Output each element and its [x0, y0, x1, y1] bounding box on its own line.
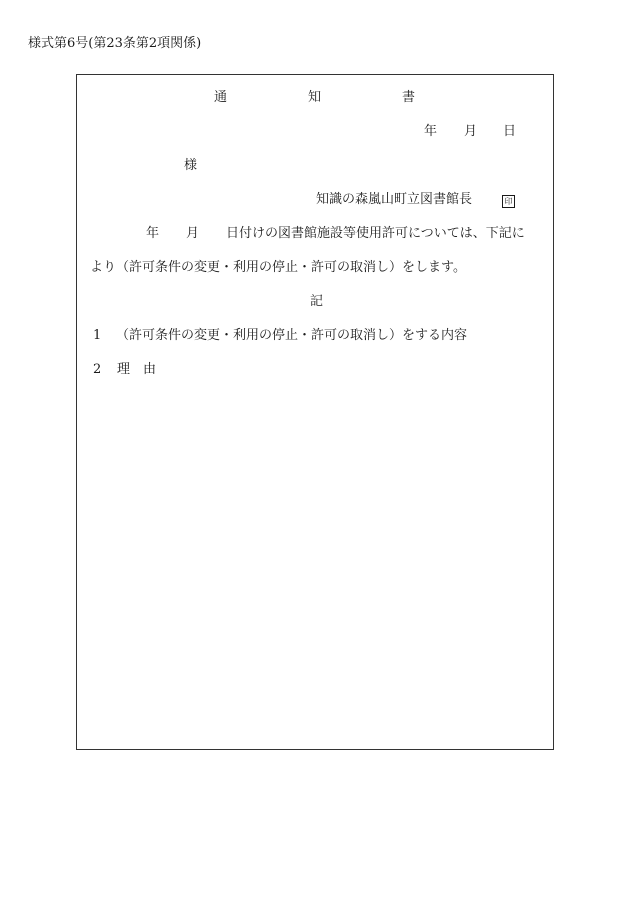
ki-heading: 記: [310, 294, 324, 309]
body-line2-text: より（許可条件の変更・利用の停止・許可の取消し）をします。: [90, 260, 466, 275]
body-month-label: 月: [186, 226, 200, 241]
item-1-number: 1: [93, 328, 102, 343]
body-line1-text: 日付けの図書館施設等使用許可については、下記に: [226, 226, 525, 241]
seal-mark: 印: [502, 195, 515, 208]
sender-seal: [502, 192, 515, 208]
body-year-label: 年: [146, 226, 160, 241]
title-char-1: 通: [214, 90, 228, 105]
date-month-label: 月: [464, 124, 478, 139]
item-2-text: 理 由: [117, 362, 157, 377]
addressee-honorific: 様: [184, 158, 198, 173]
form-number: 様式第6号(第23条第2項関係): [28, 36, 202, 51]
sender-name: 知識の森嵐山町立図書館長: [316, 192, 473, 207]
title-char-2: 知: [308, 90, 322, 105]
date-year-label: 年: [424, 124, 438, 139]
item-2-number: 2: [93, 362, 102, 377]
item-1-text: （許可条件の変更・利用の停止・許可の取消し）をする内容: [116, 328, 468, 343]
title-char-3: 書: [402, 90, 416, 105]
document-frame: [76, 74, 554, 750]
date-day-label: 日: [503, 124, 517, 139]
